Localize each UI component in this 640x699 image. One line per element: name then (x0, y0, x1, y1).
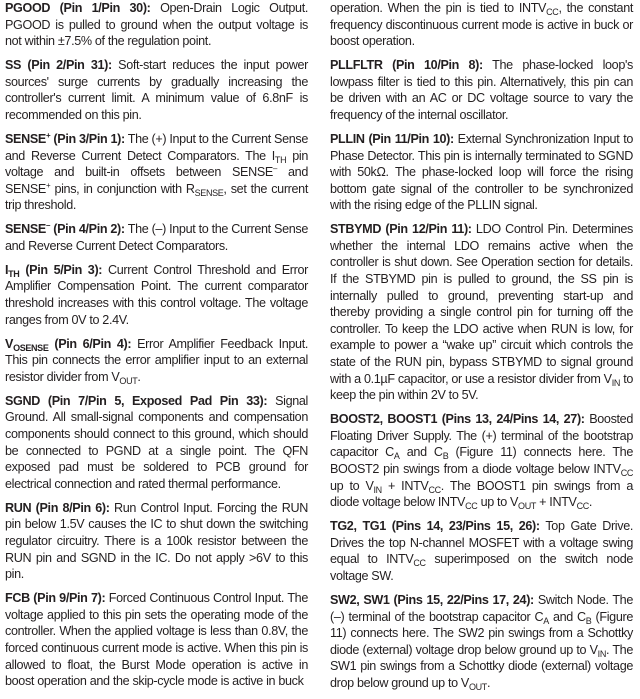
body-text: pins, in conjunction with R (50, 181, 195, 196)
pin-description-tg (330, 518, 633, 584)
pin-description-fcb (5, 590, 308, 690)
pin-description-run (5, 500, 308, 583)
right-column (330, 0, 633, 699)
body-text: + INTV (536, 495, 577, 510)
subscript: TH (274, 154, 287, 165)
pin-description-pllfltr (330, 57, 633, 123)
pin-description-sw (330, 592, 633, 692)
subscript: OUT (119, 375, 138, 386)
body-text: to keep the pin within 2V to 5V. (330, 371, 633, 403)
body-text: Switch Node. The (–) terminal of the bootstrap capacitor C (330, 592, 633, 624)
body-text: Open-Drain Logic Output. PGOOD is pulled to ground when the output voltage is not within ±7.5% of the regulation point. (5, 1, 308, 49)
pin-heading: SENSE (5, 222, 46, 237)
subscript: OUT (468, 681, 487, 692)
body-text: The (+) Input to the Current Sense and Reverse Current Detect Comparators. The I (5, 131, 308, 163)
pin-description-ss (5, 57, 308, 123)
pin-heading: OSENSE (13, 342, 49, 353)
superscript: + (45, 180, 51, 190)
pin-heading: BOOST2, BOOST1 (Pins 13, 24/Pins 14, 27): (330, 412, 585, 427)
pin-description-stbymd (330, 221, 633, 404)
pin-heading: TH (8, 268, 20, 279)
body-text: operation. When the pin is tied to INTV (330, 1, 547, 15)
body-text: Boosted Floating Driver Supply. The (+) terminal of the bootstrap capacitor C (330, 412, 633, 460)
body-text: and C (399, 445, 443, 460)
subscript: CC (620, 468, 633, 478)
subscript: B (585, 615, 592, 626)
pin-description-sense-minus (5, 221, 308, 254)
pin-heading: (Pin 4/Pin 2): (50, 222, 125, 237)
pin-description-ith (5, 262, 308, 328)
pin-heading: – (45, 221, 51, 231)
pin-heading: (Pin 5/Pin 3): (19, 262, 103, 277)
pin-heading: PLLFLTR (Pin 10/Pin 8): (330, 58, 483, 73)
body-text: (Figure 11) connects here. The SW2 pin swings from a Schottky diode (external) voltage drop below ground up to V (330, 609, 633, 657)
pin-heading: SW2, SW1 (Pins 15, 22/Pins 17, 24): (330, 592, 534, 607)
body-text: . (137, 369, 141, 384)
body-text: (Figure 11) connects here. The BOOST2 pin swings from a diode voltage below INTV (330, 445, 633, 476)
subscript: IN (597, 648, 606, 659)
pin-heading: SGND (Pin 7/Pin 5, Exposed Pad Pin 33): (5, 393, 268, 408)
body-text: up to V (477, 495, 519, 510)
body-text: and C (548, 609, 586, 624)
subscript: CC (428, 484, 441, 495)
subscript: CC (576, 501, 589, 512)
body-text: LDO Control Pin. Determines whether the internal LDO remains active when the controller is shut down. See Operation section for details. If the STBYMD pin is pulled to ground, the SS pin is internally pulled to ground, preventing start-up and thereby providing a single control pin for turning off the controller. To keep the LDO active when RUN is low, for example to power a “wake up” circuit which controls the state of the RUN pin, bypass STBYMD to signal ground with a 0.1µF capacitor, or use a resistor divider from V (330, 222, 633, 386)
body-text: Run Control Input. Forcing the RUN pin below 1.5V causes the IC to shut down the switching regulator circuitry. There is a 100k resistor between the RUN pin and SGND in the IC. Do not apply >6V to this pin. (5, 500, 308, 582)
body-text: + INTV (381, 478, 429, 493)
body-text: Top Gate Drive. Drives the top N-channel MOSFET with a voltage swing equal to INTV (330, 519, 633, 567)
pin-heading: SENSE (5, 131, 46, 146)
subscript: A (543, 615, 549, 626)
pin-heading: (Pin 3/Pin 1): (50, 131, 125, 146)
subscript: OUT (518, 501, 536, 512)
body-text: . The BOOST1 pin swings from a diode voltage below INTV (330, 478, 634, 510)
pin-heading: PLLIN (Pin 11/Pin 10): (330, 131, 454, 146)
body-text: Error Amplifier Feedback Input. This pin connects the error amplifier input to an external resistor divider from V (5, 336, 308, 384)
pin-heading: (Pin 6/Pin 4): (48, 336, 132, 351)
pin-description-vosense (5, 336, 308, 386)
superscript: – (272, 164, 278, 174)
body-text: External Synchronization Input to Phase Detector. This pin is internally terminated to SGND with 50kΩ. The phase-locked loop will force the rising bottom gate signal of the controller to be synchronized with the rising edge of the PLLIN signal. (330, 131, 633, 213)
body-text: The phase-locked loop's lowpass filter is tied to this pin. Alternatively, this pin can be driven with an AC or DC voltage source to vary the frequency of the internal oscillator. (330, 58, 633, 122)
pin-description-pllin (330, 131, 633, 214)
body-text: Soft-start reduces the input power sources' surge currents by gradually increasing the controller's current limit. A minimum value of 6.8nF is recommended on this pin. (5, 58, 308, 122)
body-text: superimposed on the switch node voltage SW. (330, 552, 634, 583)
pin-heading: RUN (Pin 8/Pin 6): (5, 500, 110, 515)
subscript: A (393, 451, 400, 462)
pin-heading: STBYMD (Pin 12/Pin 11): (330, 222, 472, 237)
body-text: . (588, 495, 593, 510)
pin-heading: + (45, 130, 51, 140)
subscript: CC (546, 7, 559, 17)
subscript: B (442, 451, 449, 462)
subscript: CC (465, 501, 478, 512)
body-text: The (–) Input to the Current Sense and Reverse Current Detect Comparators. (5, 222, 308, 253)
pin-heading: I (5, 262, 9, 277)
body-text: up to V (330, 478, 374, 493)
pin-description-sense-plus (5, 131, 308, 214)
body-text: Forced Continuous Control Input. The voltage applied to this pin sets the operating mode of the controller. When the applied voltage is less than 0.8V, the forced continuous current mode is active. When this pin is allowed to float, the Burst Mode operation is active in boost operation and the skip-cycle mode is active in buck (5, 591, 308, 689)
pin-description-pgood (5, 0, 308, 50)
body-text: and SENSE (5, 165, 308, 196)
pin-heading: FCB (Pin 9/Pin 7): (5, 591, 106, 606)
pin-description-boost (330, 411, 633, 511)
body-text: Current Control Threshold and Error Amplifier Compensation Point. The current comparator threshold increases with this control voltage. The voltage ranges from 0V to 2.4V. (5, 262, 308, 327)
subscript: IN (611, 377, 621, 388)
pin-description-fcb-cont (330, 0, 633, 50)
pin-heading: TG2, TG1 (Pins 14, 23/Pins 15, 26): (330, 519, 540, 534)
left-column (5, 0, 308, 697)
body-text: Signal Ground. All small-signal components and compensation components should connect to this ground, which should be connected to PGND at a single point. The QFN exposed pad must be soldered to PCB ground for electrical connection and rated thermal performance. (5, 393, 308, 491)
subscript: IN (373, 484, 382, 495)
body-text: , set the current trip threshold. (5, 181, 308, 213)
body-text: pin voltage and built-in offsets between SENSE (5, 148, 308, 180)
pin-heading: V (5, 336, 14, 351)
pin-heading: PGOOD (Pin 1/Pin 30): (5, 1, 151, 15)
pin-heading: SS (Pin 2/Pin 31): (5, 58, 112, 73)
subscript: CC (413, 558, 426, 569)
pin-description-sgnd (5, 393, 308, 493)
body-text: , the constant frequency discontinuous current mode is active in buck or boost operation. (330, 1, 633, 49)
body-text: . (486, 675, 491, 690)
subscript: SENSE (194, 187, 224, 198)
body-text: . The SW1 pin swings from a Schottky diode (external) voltage drop below ground up to V (330, 642, 633, 690)
